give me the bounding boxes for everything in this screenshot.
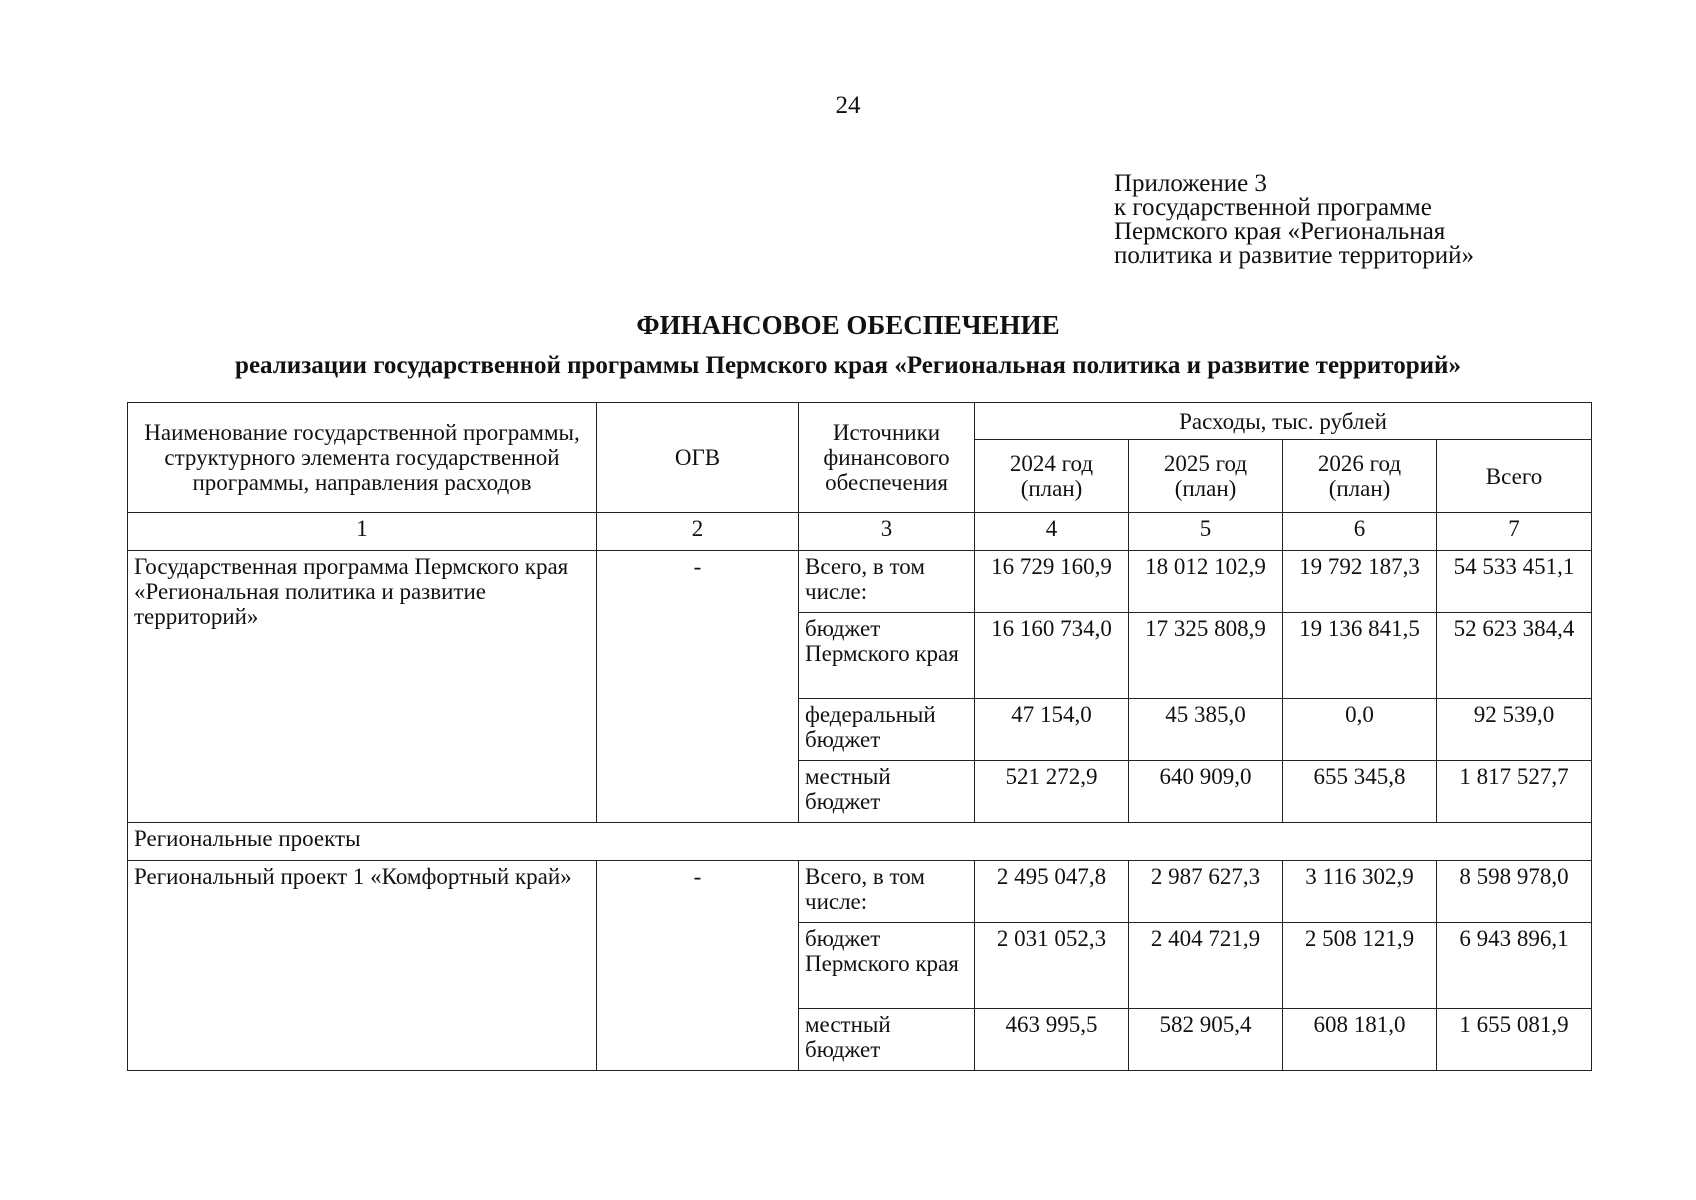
table-row xyxy=(128,861,1592,923)
header-total: Всего xyxy=(1437,440,1592,513)
column-number: 7 xyxy=(1437,513,1592,551)
value-2024: 16 160 734,0 xyxy=(975,613,1129,699)
value-2026: 0,0 xyxy=(1283,699,1437,761)
value-2024: 463 995,5 xyxy=(975,1009,1129,1071)
value-2025: 17 325 808,9 xyxy=(1129,613,1283,699)
value-2024: 47 154,0 xyxy=(975,699,1129,761)
value-2025: 582 905,4 xyxy=(1129,1009,1283,1071)
value-total: 52 623 384,4 xyxy=(1437,613,1592,699)
table-row xyxy=(128,551,1592,613)
header-sources: Источники финансового обеспечения xyxy=(799,403,975,513)
section-title: Региональные проекты xyxy=(128,823,1592,861)
value-2024: 2 031 052,3 xyxy=(975,923,1129,1009)
value-2024: 2 495 047,8 xyxy=(975,861,1129,923)
source-cell: местный бюджет xyxy=(799,761,975,823)
source-cell: местный бюджет xyxy=(799,1009,975,1071)
column-number: 6 xyxy=(1283,513,1437,551)
project-name: Региональный проект 1 «Комфортный край» xyxy=(128,861,597,1071)
header-2025: 2025 год (план) xyxy=(1129,440,1283,513)
document-title: ФИНАНСОВОЕ ОБЕСПЕЧЕНИЕ xyxy=(636,310,1060,340)
column-number: 5 xyxy=(1129,513,1283,551)
value-2026: 3 116 302,9 xyxy=(1283,861,1437,923)
appendix-line: к государственной программе xyxy=(1114,194,1432,221)
value-2025: 2 404 721,9 xyxy=(1129,923,1283,1009)
value-total: 6 943 896,1 xyxy=(1437,923,1592,1009)
value-2026: 2 508 121,9 xyxy=(1283,923,1437,1009)
value-total: 92 539,0 xyxy=(1437,699,1592,761)
column-number: 4 xyxy=(975,513,1129,551)
value-total: 8 598 978,0 xyxy=(1437,861,1592,923)
value-2025: 45 385,0 xyxy=(1129,699,1283,761)
source-cell: бюджет Пермского края xyxy=(799,613,975,699)
source-cell: бюджет Пермского края xyxy=(799,923,975,1009)
header-ogv: ОГВ xyxy=(597,403,799,513)
value-2025: 18 012 102,9 xyxy=(1129,551,1283,613)
appendix-line: политика и развитие территорий» xyxy=(1114,242,1475,269)
program-ogv: - xyxy=(597,551,799,823)
value-total: 1 655 081,9 xyxy=(1437,1009,1592,1071)
header-name: Наименование государственной программы, структурного элемента государственной программы, направления расходов xyxy=(128,403,597,513)
value-2024: 16 729 160,9 xyxy=(975,551,1129,613)
source-cell: Всего, в том числе: xyxy=(799,551,975,613)
header-expenses: Расходы, тыс. рублей xyxy=(975,403,1592,440)
value-total: 1 817 527,7 xyxy=(1437,761,1592,823)
program-name: Государственная программа Пермского края «Региональная политика и развитие территорий» xyxy=(128,551,597,823)
value-2024: 521 272,9 xyxy=(975,761,1129,823)
value-2025: 640 909,0 xyxy=(1129,761,1283,823)
value-2026: 19 136 841,5 xyxy=(1283,613,1437,699)
project-ogv: - xyxy=(597,861,799,1071)
header-2026: 2026 год (план) xyxy=(1283,440,1437,513)
section-row xyxy=(128,823,1592,861)
column-numbers-row xyxy=(128,513,1592,551)
column-number: 1 xyxy=(128,513,597,551)
value-2026: 19 792 187,3 xyxy=(1283,551,1437,613)
document-subtitle: реализации государственной программы Пермского края «Региональная политика и развитие территорий» xyxy=(235,352,1461,379)
financing-table xyxy=(127,402,1592,1071)
value-total: 54 533 451,1 xyxy=(1437,551,1592,613)
header-2024: 2024 год (план) xyxy=(975,440,1129,513)
column-number: 3 xyxy=(799,513,975,551)
appendix-note xyxy=(1114,172,1474,268)
value-2026: 608 181,0 xyxy=(1283,1009,1437,1071)
value-2026: 655 345,8 xyxy=(1283,761,1437,823)
appendix-line: Пермского края «Региональная xyxy=(1114,218,1446,245)
appendix-line: Приложение 3 xyxy=(1114,170,1267,197)
page-number: 24 xyxy=(835,92,861,119)
source-cell: Всего, в том числе: xyxy=(799,861,975,923)
value-2025: 2 987 627,3 xyxy=(1129,861,1283,923)
column-number: 2 xyxy=(597,513,799,551)
source-cell: федеральный бюджет xyxy=(799,699,975,761)
